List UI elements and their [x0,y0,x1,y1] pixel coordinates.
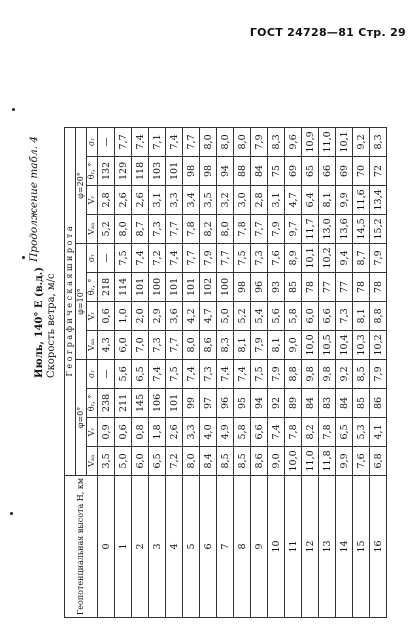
value-cell: 10,1 [302,243,319,272]
value-cell: 4,9 [217,417,234,446]
value-cell: 101 [132,272,149,301]
value-cell: 7,3 [336,301,353,330]
value-cell: 8,3 [217,330,234,359]
value-cell: 10,5 [319,330,336,359]
value-cell: 7,5 [234,243,251,272]
value-cell: 6,0 [302,301,319,330]
value-cell: 7,0 [132,330,149,359]
value-cell: — [98,127,115,156]
value-cell: 3,5 [200,185,217,214]
value-cell: 77 [336,272,353,301]
value-cell: 5,2 [234,301,251,330]
value-cell: 10,0 [302,330,319,359]
value-cell: 101 [183,272,200,301]
value-cell: 7,7 [251,214,268,243]
value-cell: 8,7 [132,214,149,243]
param-header-vr-10: V̄ᵣ [87,301,98,330]
value-cell: 98 [183,156,200,185]
table-row [217,127,234,617]
table-row [268,127,285,617]
param-header-theta-0: θᵣ, ° [87,388,98,417]
value-cell: 8,0 [217,214,234,243]
value-cell: 5,0 [217,301,234,330]
value-cell: 7,9 [268,359,285,388]
value-cell: 3,5 [98,446,115,475]
value-cell: 0,6 [98,301,115,330]
value-cell: 7,4 [149,359,166,388]
table-row [200,127,217,617]
value-cell: 103 [149,156,166,185]
value-cell: 11,7 [302,214,319,243]
value-cell: 7,4 [183,359,200,388]
value-cell: 9,9 [336,446,353,475]
value-cell: 8,1 [268,330,285,359]
value-cell: 7,2 [166,446,183,475]
value-cell: 7,3 [251,243,268,272]
value-cell: 101 [166,272,183,301]
value-cell: 1,0 [115,301,132,330]
value-cell: 8,3 [268,127,285,156]
value-cell: 4,7 [285,185,302,214]
value-cell: 2,8 [98,185,115,214]
value-cell: 8,1 [353,301,370,330]
param-header-vr-0: V̄ᵣ [87,417,98,446]
value-cell: 94 [217,156,234,185]
value-cell: 7,4 [166,127,183,156]
param-header-vaa-20: V̄ₐₐ [87,214,98,243]
value-cell: 102 [200,272,217,301]
value-cell: 129 [115,156,132,185]
table-row [132,127,149,617]
value-cell: 145 [132,388,149,417]
value-cell: 10,2 [370,330,387,359]
value-cell: 10,3 [353,330,370,359]
value-cell: 84 [251,156,268,185]
value-cell: 5,2 [98,214,115,243]
value-cell: 132 [98,156,115,185]
table-row [149,127,166,617]
value-cell: — [98,243,115,272]
value-cell: 78 [353,272,370,301]
value-cell: 8,8 [285,359,302,388]
height-cell: 11 [285,475,302,617]
value-cell: 85 [285,272,302,301]
table-title: Июль, 140° Е (в.д.) [34,266,45,378]
value-cell: 7,8 [285,417,302,446]
value-cell: 10,4 [336,330,353,359]
value-cell: 5,3 [353,417,370,446]
value-cell: 0,8 [132,417,149,446]
height-column-header: Геопотенциальная высота H, км [65,475,98,617]
value-cell: 86 [370,388,387,417]
value-cell: 69 [336,156,353,185]
value-cell: 7,7 [183,243,200,272]
value-cell: 7,4 [217,359,234,388]
table-row [251,127,268,617]
value-cell: 5,6 [268,301,285,330]
value-cell: 6,6 [319,301,336,330]
height-cell: 6 [200,475,217,617]
value-cell: 8,6 [251,446,268,475]
value-cell: 96 [217,388,234,417]
value-cell: 6,5 [336,417,353,446]
header-row-group [65,127,76,617]
table-row [336,127,353,617]
value-cell: 8,0 [217,127,234,156]
value-cell: 3,0 [234,185,251,214]
value-cell: 7,5 [251,359,268,388]
value-cell: 72 [370,156,387,185]
height-cell: 8 [234,475,251,617]
table-area [20,70,384,618]
value-cell: 2,6 [132,185,149,214]
value-cell: 3,2 [217,185,234,214]
value-cell: 218 [98,272,115,301]
value-cell: 7,4 [132,243,149,272]
height-cell: 16 [370,475,387,617]
height-cell: 14 [336,475,353,617]
value-cell: 6,0 [115,330,132,359]
value-cell: 70 [353,156,370,185]
height-cell: 2 [132,475,149,617]
table-row [183,127,200,617]
value-cell: 8,5 [217,446,234,475]
value-cell: 8,2 [302,417,319,446]
value-cell: 95 [234,388,251,417]
value-cell: 10,1 [336,127,353,156]
value-cell: 10,0 [285,446,302,475]
value-cell: 3,3 [183,417,200,446]
wind-speed-table [64,127,387,618]
value-cell: 7,4 [234,359,251,388]
table-row [166,127,183,617]
value-cell: 7,4 [166,243,183,272]
latitude-group-header: Г е о г р а ф и ч е с к а я ш и р о т а [65,127,76,475]
value-cell: 7,6 [353,446,370,475]
value-cell: 8,1 [234,330,251,359]
value-cell: 7,9 [251,330,268,359]
value-cell: 6,0 [132,446,149,475]
value-cell: 7,9 [370,243,387,272]
value-cell: 7,5 [166,359,183,388]
param-header-vaa-10: V̄ₐₐ [87,330,98,359]
value-cell: 6,4 [302,185,319,214]
value-cell: 4,1 [370,417,387,446]
value-cell: 85 [353,388,370,417]
value-cell: 4,3 [98,330,115,359]
value-cell: 9,9 [336,185,353,214]
value-cell: 11,0 [319,127,336,156]
value-cell: 5,6 [115,359,132,388]
value-cell: 88 [234,156,251,185]
value-cell: 96 [251,272,268,301]
param-header-sigma-10: σᵣ [87,243,98,272]
value-cell: 7,8 [183,214,200,243]
latitude-0-header: φ=0° [76,359,87,475]
value-cell: 84 [336,388,353,417]
param-header-theta-10: θᵣ, ° [87,272,98,301]
value-cell: 5,0 [115,446,132,475]
table-row [115,127,132,617]
height-cell: 10 [268,475,285,617]
value-cell: 2,6 [115,185,132,214]
value-cell: 101 [166,388,183,417]
value-cell: 77 [319,272,336,301]
value-cell: 83 [319,388,336,417]
value-cell: 7,7 [166,330,183,359]
value-cell: 8,6 [200,330,217,359]
value-cell: 9,0 [268,446,285,475]
value-cell: 4,0 [200,417,217,446]
value-cell: 3,4 [183,185,200,214]
value-cell: 6,5 [132,359,149,388]
value-cell: 6,8 [370,446,387,475]
value-cell: 5,8 [234,417,251,446]
value-cell: 89 [285,388,302,417]
value-cell: 8,5 [353,359,370,388]
value-cell: 8,3 [370,127,387,156]
value-cell: 99 [183,388,200,417]
height-cell: 15 [353,475,370,617]
value-cell: 9,2 [353,127,370,156]
value-cell: 8,2 [200,214,217,243]
value-cell: 4,7 [200,301,217,330]
value-cell: 101 [166,156,183,185]
document-reference: ГОСТ 24728—81 Стр. 29 [249,26,406,39]
value-cell: 3,1 [149,185,166,214]
table-subtitle: Скорость ветра, м/с [46,273,57,378]
latitude-20-header: φ=20° [76,127,87,243]
value-cell: 7,9 [251,127,268,156]
value-cell: 7,7 [166,214,183,243]
table-row [319,127,336,617]
value-cell: 9,0 [285,330,302,359]
table-row [98,127,115,617]
value-cell: 8,0 [183,330,200,359]
value-cell: 106 [149,388,166,417]
height-cell: 13 [319,475,336,617]
value-cell: 66 [319,156,336,185]
table-row [285,127,302,617]
value-cell: 9,7 [285,214,302,243]
param-header-sigma-20: σᵣ [87,127,98,156]
value-cell: 7,7 [183,127,200,156]
value-cell: 118 [132,156,149,185]
value-cell: 7,5 [115,243,132,272]
table-row [370,127,387,617]
value-cell: 114 [115,272,132,301]
value-cell: 7,4 [268,417,285,446]
value-cell: 7,8 [234,214,251,243]
value-cell: 0,9 [98,417,115,446]
value-cell: 8,4 [200,446,217,475]
height-cell: 1 [115,475,132,617]
value-cell: 7,3 [149,214,166,243]
table-row [302,127,319,617]
value-cell: 6,6 [251,417,268,446]
value-cell: 6,5 [149,446,166,475]
value-cell: 5,8 [285,301,302,330]
value-cell: 3,1 [268,185,285,214]
value-cell: 8,0 [115,214,132,243]
value-cell: 92 [268,388,285,417]
value-cell: 11,8 [319,446,336,475]
value-cell: 78 [370,272,387,301]
height-cell: 0 [98,475,115,617]
value-cell: 2,6 [166,417,183,446]
value-cell: 1,8 [149,417,166,446]
value-cell: 4,2 [183,301,200,330]
value-cell: 69 [285,156,302,185]
value-cell: 65 [302,156,319,185]
value-cell: 7,7 [217,243,234,272]
value-cell: 78 [302,272,319,301]
value-cell: 9,6 [285,127,302,156]
value-cell: 100 [149,272,166,301]
value-cell: 9,2 [336,359,353,388]
value-cell: 211 [115,388,132,417]
value-cell: 7,2 [149,243,166,272]
table-body [98,127,387,617]
value-cell: 2,0 [132,301,149,330]
value-cell: 11,6 [353,185,370,214]
value-cell: 8,5 [234,446,251,475]
value-cell: 0,6 [115,417,132,446]
value-cell: 9,8 [302,359,319,388]
param-header-theta-20: θᵣ, ° [87,156,98,185]
value-cell: 13,0 [319,214,336,243]
param-header-vaa-0: V̄ₐₐ [87,446,98,475]
value-cell: 7,9 [200,243,217,272]
height-cell: 5 [183,475,200,617]
value-cell: 15,2 [370,214,387,243]
param-header-vr-20: V̄ᵣ [87,185,98,214]
value-cell: 238 [98,388,115,417]
param-header-sigma-0: σᵣ [87,359,98,388]
value-cell: 7,9 [268,214,285,243]
value-cell: 75 [268,156,285,185]
height-cell: 3 [149,475,166,617]
value-cell: 7,3 [200,359,217,388]
value-cell: — [98,359,115,388]
value-cell: 2,8 [251,185,268,214]
value-cell: 7,7 [115,127,132,156]
value-cell: 8,8 [370,301,387,330]
value-cell: 7,9 [370,359,387,388]
value-cell: 7,6 [268,243,285,272]
value-cell: 7,3 [149,330,166,359]
continuation-note: Продолжение табл. 4 [28,136,40,262]
value-cell: 100 [217,272,234,301]
value-cell: 9,4 [336,243,353,272]
value-cell: 8,0 [200,127,217,156]
value-cell: 7,8 [319,417,336,446]
value-cell: 10,2 [319,243,336,272]
latitude-10-header: φ=10° [76,243,87,359]
value-cell: 11,0 [302,446,319,475]
table-row [234,127,251,617]
value-cell: 7,4 [132,127,149,156]
value-cell: 8,1 [319,185,336,214]
value-cell: 3,3 [166,185,183,214]
value-cell: 13,6 [336,214,353,243]
table-row [353,127,370,617]
height-cell: 12 [302,475,319,617]
value-cell: 94 [251,388,268,417]
value-cell: 8,9 [285,243,302,272]
value-cell: 84 [302,388,319,417]
value-cell: 10,9 [302,127,319,156]
value-cell: 97 [200,388,217,417]
value-cell: 8,7 [353,243,370,272]
value-cell: 14,5 [353,214,370,243]
value-cell: 5,4 [251,301,268,330]
height-cell: 4 [166,475,183,617]
height-cell: 7 [217,475,234,617]
value-cell: 98 [234,272,251,301]
value-cell: 98 [200,156,217,185]
value-cell: 93 [268,272,285,301]
value-cell: 8,0 [234,127,251,156]
value-cell: 7,1 [149,127,166,156]
value-cell: 2,9 [149,301,166,330]
value-cell: 9,8 [319,359,336,388]
value-cell: 13,4 [370,185,387,214]
value-cell: 3,6 [166,301,183,330]
height-cell: 9 [251,475,268,617]
value-cell: 8,0 [183,446,200,475]
